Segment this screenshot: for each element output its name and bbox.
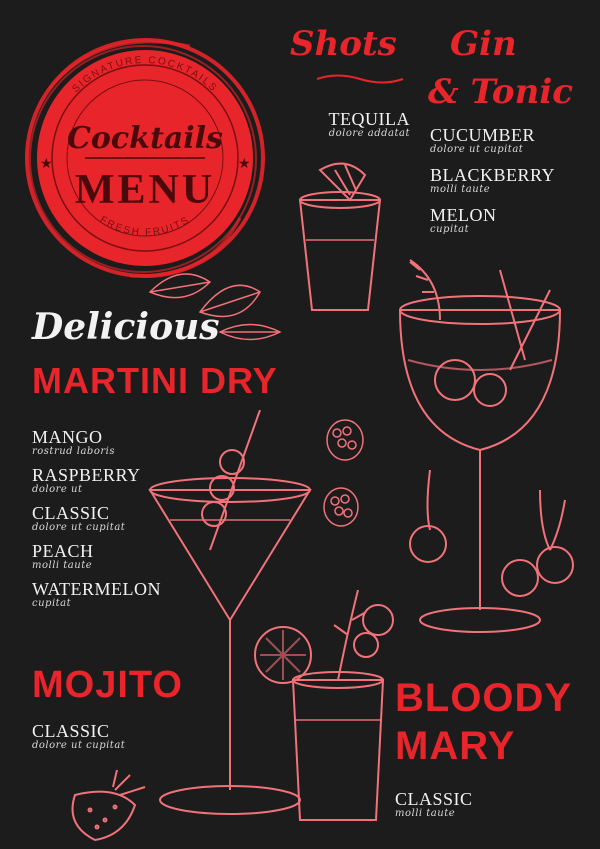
- highball-glass-icon: [248, 590, 418, 830]
- cherries-icon: [400, 470, 590, 610]
- gin-tonic-item-desc: molli taute: [430, 184, 491, 195]
- bloody-mary-item-desc: molli taute: [395, 808, 456, 819]
- mojito-title: MOJITO: [32, 664, 183, 706]
- martini-item-name: WATERMELON: [32, 579, 161, 599]
- raspberry-icon: [315, 415, 375, 535]
- star-icon: ★: [40, 155, 53, 171]
- shot-glass-icon: [290, 160, 390, 320]
- bloody-mary-list: [395, 790, 575, 820]
- bloody-mary-title-line2: MARY: [395, 724, 516, 768]
- martini-item-name: PEACH: [32, 541, 94, 561]
- martini-item-desc: dolore ut cupitat: [32, 522, 126, 533]
- gin-tonic-title-line2: & Tonic: [428, 72, 573, 112]
- gin-tonic-item-name: CUCUMBER: [430, 125, 536, 145]
- martini-title: MARTINI DRY: [32, 360, 278, 401]
- star-icon: ★: [238, 155, 251, 171]
- mojito-item-desc: dolore ut cupitat: [32, 740, 126, 751]
- shots-item-desc: dolore addatat: [328, 128, 410, 139]
- badge-script: Cocktails: [67, 121, 223, 156]
- menu-badge: [10, 18, 270, 288]
- bloody-mary-title-line1: BLOODY: [395, 676, 573, 720]
- shots-list: [290, 110, 410, 140]
- gin-tonic-title-line1: Gin: [450, 24, 517, 64]
- martini-item-desc: dolore ut: [32, 484, 83, 495]
- martini-item-name: RASPBERRY: [32, 465, 141, 485]
- martini-item-desc: cupitat: [32, 598, 72, 609]
- shots-title: Shots: [290, 24, 397, 64]
- martini-item-desc: molli taute: [32, 560, 93, 571]
- gin-tonic-item-desc: cupitat: [430, 224, 470, 235]
- gin-tonic-item-name: MELON: [430, 205, 497, 225]
- martini-script-title: Delicious: [32, 306, 220, 348]
- mojito-item-name: CLASSIC: [32, 721, 110, 741]
- gin-tonic-list: [430, 126, 590, 236]
- mojito-list: [32, 722, 202, 752]
- bloody-mary-item-name: CLASSIC: [395, 789, 473, 809]
- gin-tonic-item-desc: dolore ut cupitat: [430, 144, 524, 155]
- badge-title: MENU: [74, 167, 216, 213]
- gin-tonic-item-name: BLACKBERRY: [430, 165, 556, 185]
- strawberry-icon: [55, 765, 155, 845]
- martini-item-name: MANGO: [32, 427, 103, 447]
- swirl-icon: [315, 72, 405, 86]
- badge-arc-bottom: FRESH FRUITS: [97, 214, 193, 239]
- badge-arc-top: SIGNATURE COCKTAILS: [70, 54, 220, 95]
- martini-item-name: CLASSIC: [32, 503, 110, 523]
- martini-item-desc: rostrud laboris: [32, 446, 115, 457]
- shots-item-name: TEQUILA: [328, 109, 410, 129]
